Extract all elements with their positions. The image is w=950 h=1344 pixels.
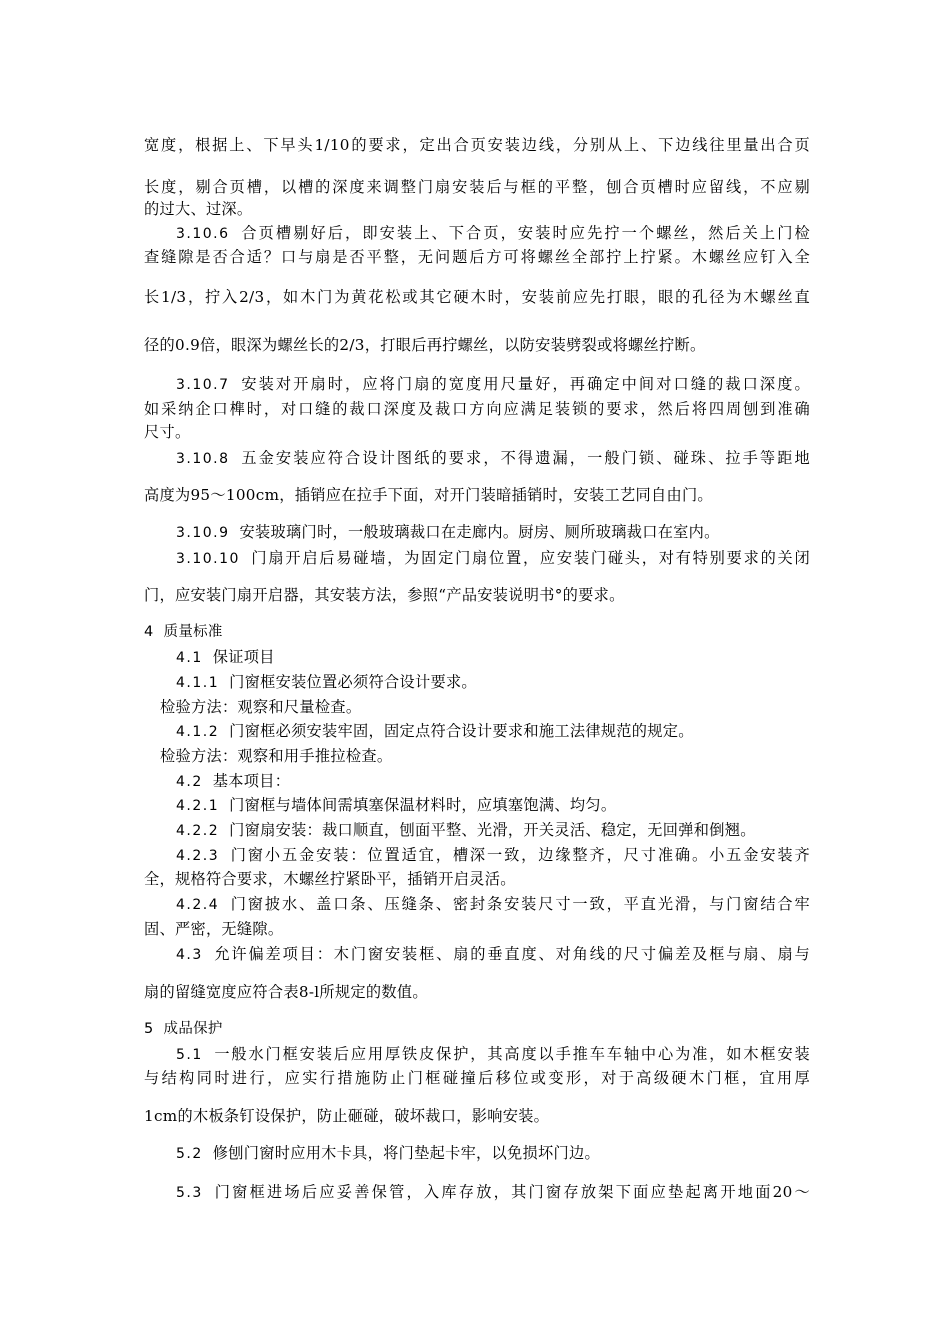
clause-number: 4.2.3 <box>176 848 220 864</box>
clause-5-2: 5.2 修刨门窗时应用木卡具，将门垫起卡牢，以免损坏门边。 <box>176 1144 600 1162</box>
clause-3-10-10: 3.10.10 门扇开启后易碰墙，为固定门扇位置，应安装门碰头，对有特别要求的关闭 <box>176 549 810 567</box>
clause-number: 3.10.9 <box>176 525 230 541</box>
clause-4-1: 4.1 保证项目 <box>176 648 275 666</box>
paragraph-line: 1cm的木板条钉设保护，防止砸碰，破坏裁口，影响安装。 <box>144 1107 550 1125</box>
clause-number: 4.3 <box>176 947 203 963</box>
clause-3-10-7: 3.10.7 安装对开扇时，应将门扇的宽度用尺量好，再确定中间对口缝的裁口深度。 <box>176 375 810 393</box>
paragraph-line: 全，规格符合要求，木螺丝拧紧卧平，插销开启灵活。 <box>144 870 516 888</box>
clause-5-3: 5.3 门窗框进场后应妥善保管，入库存放，其门窗存放架下面应垫起离开地面20～ <box>176 1183 810 1201</box>
clause-5-1: 5.1 一般水门框安装后应用厚铁皮保护，其高度以手推车车轴中心为准，如木框安装 <box>176 1045 810 1063</box>
paragraph-line: 与结构同时进行，应实行措施防止门框碰撞后移位或变形，对于高级硬木门框，宜用厚 <box>144 1069 810 1087</box>
clause-number: 5.1 <box>176 1047 203 1063</box>
clause-number: 4.1.2 <box>176 724 220 740</box>
clause-number: 4.2.4 <box>176 897 220 913</box>
clause-number: 4.2.2 <box>176 823 220 839</box>
clause-3-10-6: 3.10.6 合页槽剔好后，即安装上、下合页，安装时应先拧一个螺丝，然后关上门检 <box>176 224 810 242</box>
clause-number: 3.10.8 <box>176 451 230 467</box>
clause-4-1-1: 4.1.1 门窗框安装位置必须符合设计要求。 <box>176 673 477 691</box>
paragraph-line: 查缝隙是否合适？口与扇是否平整，无问题后方可将螺丝全部拧上拧紧。木螺丝应钉入全 <box>144 248 810 266</box>
paragraph-line: 尺寸。 <box>144 423 191 441</box>
paragraph-line: 径的0.9倍，眼深为螺丝长的2/3，打眼后再拧螺丝，以防安装劈裂或将螺丝拧断。 <box>144 336 706 354</box>
clause-number: 4.1 <box>176 650 203 666</box>
section-heading-4: 4 质量标准 <box>144 624 223 640</box>
paragraph-line: 长度，剔合页槽，以槽的深度来调整门扇安装后与框的平整，刨合页槽时应留线，不应剔 <box>144 178 810 196</box>
clause-number: 4.1.1 <box>176 675 220 691</box>
clause-3-10-9: 3.10.9 安装玻璃门时，一般玻璃裁口在走廊内。厨房、厕所玻璃裁口在室内。 <box>176 523 720 541</box>
clause-number: 4.2 <box>176 774 203 790</box>
clause-4-2: 4.2 基本项目： <box>176 772 291 790</box>
paragraph-line: 的过大、过深。 <box>144 200 253 218</box>
section-heading-5: 5 成品保护 <box>144 1021 223 1037</box>
section-number: 5 <box>144 1021 154 1037</box>
paragraph-line: 门，应安装门扇开启器，其安装方法，参照“产品安装说明书°的要求。 <box>144 586 625 604</box>
section-number: 4 <box>144 624 154 640</box>
clause-4-1-2: 4.1.2 门窗框必须安装牢固，固定点符合设计要求和施工法律规范的规定。 <box>176 722 694 740</box>
inspection-method: 检验方法：观察和尺量检查。 <box>160 698 362 716</box>
clause-number: 3.10.6 <box>176 226 230 242</box>
paragraph-line: 如采纳企口榫时，对口缝的裁口深度及裁口方向应满足装锁的要求，然后将四周刨到准确 <box>144 400 810 418</box>
inspection-method: 检验方法：观察和用手推拉检查。 <box>160 747 393 765</box>
clause-number: 4.2.1 <box>176 798 220 814</box>
clause-number: 3.10.7 <box>176 377 230 393</box>
paragraph-line: 扇的留缝宽度应符合表8-l所规定的数值。 <box>144 983 428 1001</box>
clause-number: 5.2 <box>176 1146 203 1162</box>
clause-number: 5.3 <box>176 1185 203 1201</box>
clause-3-10-8: 3.10.8 五金安装应符合设计图纸的要求，不得遗漏，一般门锁、碰珠、拉手等距地 <box>176 449 810 467</box>
paragraph-line: 固、严密，无缝隙。 <box>144 920 284 938</box>
clause-4-2-2: 4.2.2 门窗扇安装：裁口顺直，刨面平整、光滑，开关灵活、稳定，无回弹和倒翘。 <box>176 821 756 839</box>
clause-4-2-1: 4.2.1 门窗框与墙体间需填塞保温材料时，应填塞饱满、均匀。 <box>176 796 617 814</box>
clause-4-2-3: 4.2.3 门窗小五金安装：位置适宜，槽深一致，边缘整齐，尺寸准确。小五金安装齐 <box>176 846 810 864</box>
clause-number: 3.10.10 <box>176 551 240 567</box>
clause-4-3: 4.3 允许偏差项目：木门窗安装框、扇的垂直度、对角线的尺寸偏差及框与扇、扇与 <box>176 945 810 963</box>
paragraph-line: 宽度，根据上、下早头1/10的要求，定出合页安装边线，分别从上、下边线往里量出合页 <box>144 136 810 154</box>
paragraph-line: 高度为95～100cm，插销应在拉手下面，对开门装暗插销时，安装工艺同自由门。 <box>144 486 713 504</box>
paragraph-line: 长1/3，拧入2/3，如木门为黄花松或其它硬木时，安装前应先打眼，眼的孔径为木螺丝直 <box>144 288 810 306</box>
clause-4-2-4: 4.2.4 门窗披水、盖口条、压缝条、密封条安装尺寸一致，平直光滑，与门窗结合牢 <box>176 895 810 913</box>
